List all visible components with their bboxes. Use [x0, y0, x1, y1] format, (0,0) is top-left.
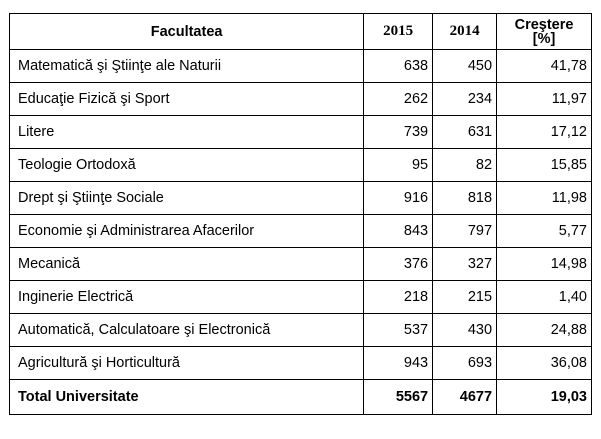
header-2014: 2014	[433, 14, 497, 50]
table-row	[10, 50, 592, 83]
value-2014: 327	[433, 248, 497, 281]
total-label: Total Universitate	[10, 380, 364, 415]
value-2015: 916	[364, 182, 433, 215]
value-2015: 537	[364, 314, 433, 347]
header-faculty: Facultatea	[10, 14, 364, 50]
faculty-name: Economie şi Administrarea Afacerilor	[10, 215, 364, 248]
value-2015: 262	[364, 83, 433, 116]
faculty-name: Mecanică	[10, 248, 364, 281]
growth-value: 17,12	[497, 116, 592, 149]
table-row	[10, 215, 592, 248]
table-header-row	[10, 14, 592, 50]
faculty-name: Inginerie Electrică	[10, 281, 364, 314]
table-row	[10, 281, 592, 314]
value-2014: 797	[433, 215, 497, 248]
value-2015: 95	[364, 149, 433, 182]
faculty-growth-table	[9, 13, 592, 415]
faculty-name: Educaţie Fizică şi Sport	[10, 83, 364, 116]
growth-value: 41,78	[497, 50, 592, 83]
value-2014: 234	[433, 83, 497, 116]
faculty-name: Litere	[10, 116, 364, 149]
growth-value: 11,98	[497, 182, 592, 215]
value-2014: 215	[433, 281, 497, 314]
total-2015: 5567	[364, 380, 433, 415]
total-row	[10, 380, 592, 415]
value-2014: 430	[433, 314, 497, 347]
table-row	[10, 149, 592, 182]
value-2015: 638	[364, 50, 433, 83]
growth-value: 36,08	[497, 347, 592, 380]
faculty-name: Teologie Ortodoxă	[10, 149, 364, 182]
growth-value: 1,40	[497, 281, 592, 314]
table-row	[10, 347, 592, 380]
value-2014: 693	[433, 347, 497, 380]
growth-value: 11,97	[497, 83, 592, 116]
value-2015: 739	[364, 116, 433, 149]
table-row	[10, 83, 592, 116]
header-growth-label: Creştere	[514, 16, 574, 33]
value-2014: 450	[433, 50, 497, 83]
header-2015: 2015	[364, 14, 433, 50]
header-growth	[497, 14, 592, 50]
growth-value: 24,88	[497, 314, 592, 347]
header-growth-unit: [%]	[532, 30, 556, 47]
faculty-name: Matematică şi Ştiinţe ale Naturii	[10, 50, 364, 83]
growth-value: 15,85	[497, 149, 592, 182]
table-row	[10, 116, 592, 149]
growth-value: 5,77	[497, 215, 592, 248]
table-row	[10, 182, 592, 215]
faculty-name: Automatică, Calculatoare şi Electronică	[10, 314, 364, 347]
total-growth: 19,03	[497, 380, 592, 415]
value-2014: 631	[433, 116, 497, 149]
faculty-name: Agricultură şi Horticultură	[10, 347, 364, 380]
value-2014: 818	[433, 182, 497, 215]
value-2015: 376	[364, 248, 433, 281]
value-2015: 943	[364, 347, 433, 380]
value-2015: 218	[364, 281, 433, 314]
value-2015: 843	[364, 215, 433, 248]
faculty-name: Drept şi Ştiinţe Sociale	[10, 182, 364, 215]
total-2014: 4677	[433, 380, 497, 415]
table-row	[10, 248, 592, 281]
value-2014: 82	[433, 149, 497, 182]
table-row	[10, 314, 592, 347]
growth-value: 14,98	[497, 248, 592, 281]
